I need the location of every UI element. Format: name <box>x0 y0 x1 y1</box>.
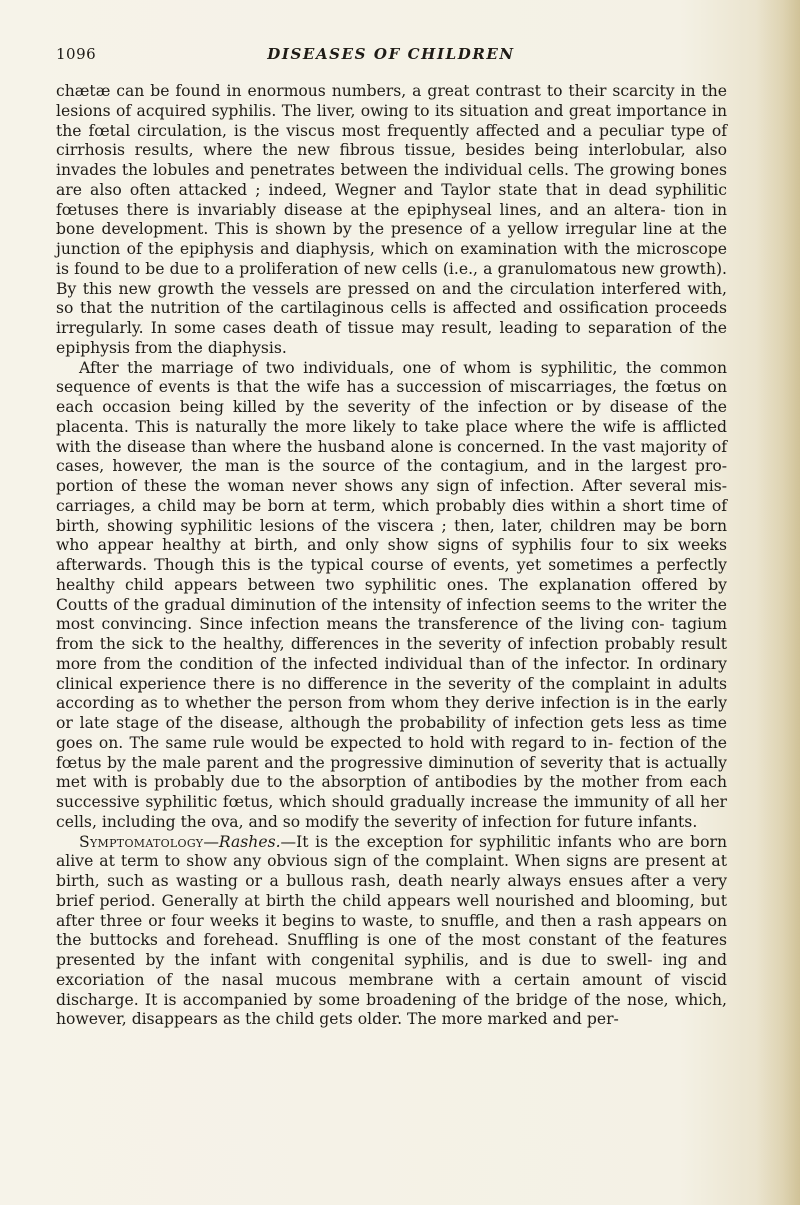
paragraph-marriage: After the marriage of two individuals, one of whom is syphilitic, the common sequence of events is that the wife has a succession of miscarriages, the fœtus on each occasion being killed by the severity of the infection or by disease of the placenta. This is naturally the more likely to take place where the wife is afflicted with the disease than where the husband alone is concerned. In the vast majority of cases, however, the man is the source of the contagium, and in the largest pro- portion of these the woman never shows any sign of infection. After several mis- carriages, a child may be born at term, which probably dies within a short time of birth, showing syphilitic lesions of the viscera ; then, later, children may be born who appear healthy at birth, and only show signs of syphilis four to six weeks afterwards. Though this is the typical course of events, yet sometimes a perfectly healthy child appears between two syphilitic ones. The explanation offered by Coutts of the gradual diminution of the intensity of infection seems to the writer the most convincing. Since infection means the transference of the living con- tagium from the sick to the healthy, differences in the severity of infection probably result more from the condition of the infected individual than of the infector. In ordinary clinical experience there is no difference in the severity of the complaint in adults according as to whether the person from whom they derive infection is in the early or late stage of the disease, although the probability of infection gets less as time goes on. The same rule would be expected to hold with regard to in- fection of the fœtus by the male parent and the progressive diminution of severity that is actually met with is probably due to the absorption of antibodies by the mother from each successive syphilitic fœtus, which should gradually increase the immunity of all her cells, including the ova, and so modify the severity of infection for future infants. <box>56 358 727 831</box>
paragraph-continued: chætæ can be found in enormous numbers, a great contrast to their scarcity in the lesions of acquired syphilis. The liver, owing to its situation and great importance in the fœtal circulation, is the viscus most frequently affected and a peculiar type of cirrhosis results, where the new fibrous tissue, besides being interlobular, also invades the lobules and penetrates between the individual cells. The growing bones are also often attacked ; indeed, Wegner and Taylor state that in dead syphilitic fœtuses there is invariably disease at the epiphyseal lines, and an altera- tion in bone development. This is shown by the presence of a yellow irregular line at the junction of the epiphysis and diaphysis, which on examination with the microscope is found to be due to a proliferation of new cells (i.e., a granulomatous new growth). By this new growth the vessels are pressed on and the circulation interfered with, so that the nutrition of the cartilaginous cells is affected and ossification proceeds irregularly. In some cases death of tissue may result, leading to separation of the epiphysis from the diaphysis. <box>56 82 727 357</box>
page-number: 1096 <box>56 45 97 63</box>
section-subheading: Rashes. <box>218 832 281 851</box>
section-text: —It is the exception for syphilitic infants who are born alive at term to show any obvious sign of the complaint. When signs are present at birth, such as wasting or a bullous rash, death nearly always ensues after a very brief period. Generally at birth the child appears well nourished and blooming, but after three or four weeks it begins to waste, to snuffle, and then a rash appears on the buttocks and forehead. Snuffling is one of the most constant of the features presented by the infant with congenital syphilis, and is due to swell- ing and excoriation of the nasal mucous membrane with a certain amount of viscid discharge. It is accompanied by some broadening of the bridge of the nose, which, however, disappears as the child gets older. The more marked and per- <box>56 832 727 1029</box>
page-header <box>56 45 726 69</box>
heading-dash: — <box>203 832 219 851</box>
running-head: DISEASES OF CHILDREN <box>267 45 515 63</box>
page-edge-shadow <box>756 0 800 1205</box>
section-heading: Symptomatology <box>79 832 204 851</box>
paragraph-symptomatology <box>56 833 727 1031</box>
body-text <box>56 82 727 1030</box>
